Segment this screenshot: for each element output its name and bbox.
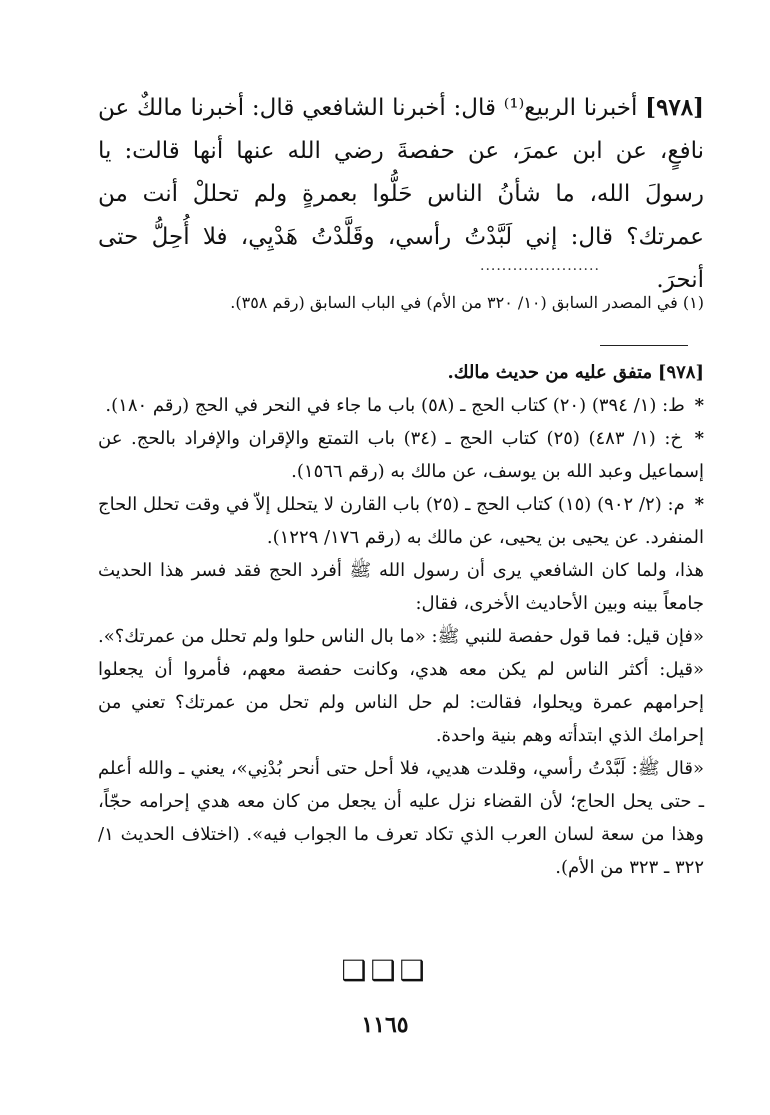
- reference-item: [98, 488, 704, 554]
- footnote-separator-dots: ......................: [480, 258, 600, 274]
- notes-heading-number: [٩٧٨]: [657, 362, 704, 383]
- reference-item: [98, 422, 704, 488]
- takhrij-notes: [98, 356, 704, 884]
- commentary-paragraph: «فإن قيل: فما قول حفصة للنبي ﷺ: «ما بال الناس حلوا ولم تحلل من عمرتك؟».: [98, 626, 704, 647]
- bullet-mark: *: [694, 428, 704, 449]
- footnote: (١) في المصدر السابق (١٠/ ٣٢٠ من الأم) في الباب السابق (رقم ٣٥٨).: [230, 293, 704, 312]
- hadith-body: أخبرنا الربيع⁽¹⁾ قال: أخبرنا الشافعي قال: أخبرنا مالكٌ عن نافعٍ، عن ابن عمرَ، عن حفصةَ رضي الله عنها أنها قالت: يا رسولَ الله، ما شأنُ الناس حَلُّوا بعمرةٍ ولم تحللْ أنت من عمرتك؟ قال: إني لَبَّدْتُ رأسي، وقَلَّدْتُ هَدْيِي، فلا أُحِلُّ حتى أنحرَ.: [98, 95, 704, 293]
- notes-heading: [98, 356, 704, 389]
- section-end-ornament: ❑❑❑: [341, 954, 429, 987]
- reference-text: خ: (١/ ٤٨٣) (٢٥) كتاب الحج ـ (٣٤) باب التمتع والإقران والإفراد بالحج. عن إسماعيل وعبد الله بن يوسف، عن مالك به (رقم ١٥٦٦).: [98, 428, 704, 482]
- reference-text: ط: (١/ ٣٩٤) (٢٠) كتاب الحج ـ (٥٨) باب ما جاء في النحر في الحج (رقم ١٨٠).: [105, 395, 685, 416]
- commentary-paragraph: «قيل: أكثر الناس لم يكن معه هدي، وكانت حفصة معهم، فأمروا أن يجعلوا إحرامهم عمرة ويحلوا، فقالت: لم حل الناس ولم تحل من عمرتك؟ تعني من إحرامك الذي ابتدأته وهم بنية واحدة.: [98, 659, 704, 746]
- hadith-number: [٩٧٨]: [645, 94, 705, 121]
- page-number: ١١٦٥: [361, 1012, 409, 1038]
- bullet-mark: *: [694, 395, 704, 416]
- commentary-paragraph: «قال ﷺ: لَبَّدْتُ رأسي، وقلدت هديي، فلا أحل حتى أنحر بُدْنِي»، يعني ـ والله أعلم ـ حتى يحل الحاج؛ لأن القضاء نزل عليه أن يجعل من كان معه هدي إحرامه حجّاً، وهذا من سعة لسان العرب الذي تكاد تعرف ما الجواب فيه». (اختلاف الحديث ١/ ٣٢٢ ـ ٣٢٣ من الأم).: [98, 758, 704, 878]
- notes-heading-text: متفق عليه من حديث مالك.: [447, 362, 653, 383]
- reference-item: [98, 389, 704, 422]
- reference-text: م: (٢/ ٩٠٢) (١٥) كتاب الحج ـ (٢٥) باب القارن لا يتحلل إلاّ في وقت تحلل الحاج المنفرد. عن يحيى بن يحيى، عن مالك به (رقم ١٧٦/ ١٢٢٩).: [98, 494, 704, 548]
- section-divider: [600, 345, 688, 346]
- commentary-paragraph: هذا، ولما كان الشافعي يرى أن رسول الله ﷺ أفرد الحج فقد فسر هذا الحديث جامعاً بينه وبين الأحاديث الأخرى، فقال:: [98, 560, 704, 614]
- bullet-mark: *: [694, 494, 704, 515]
